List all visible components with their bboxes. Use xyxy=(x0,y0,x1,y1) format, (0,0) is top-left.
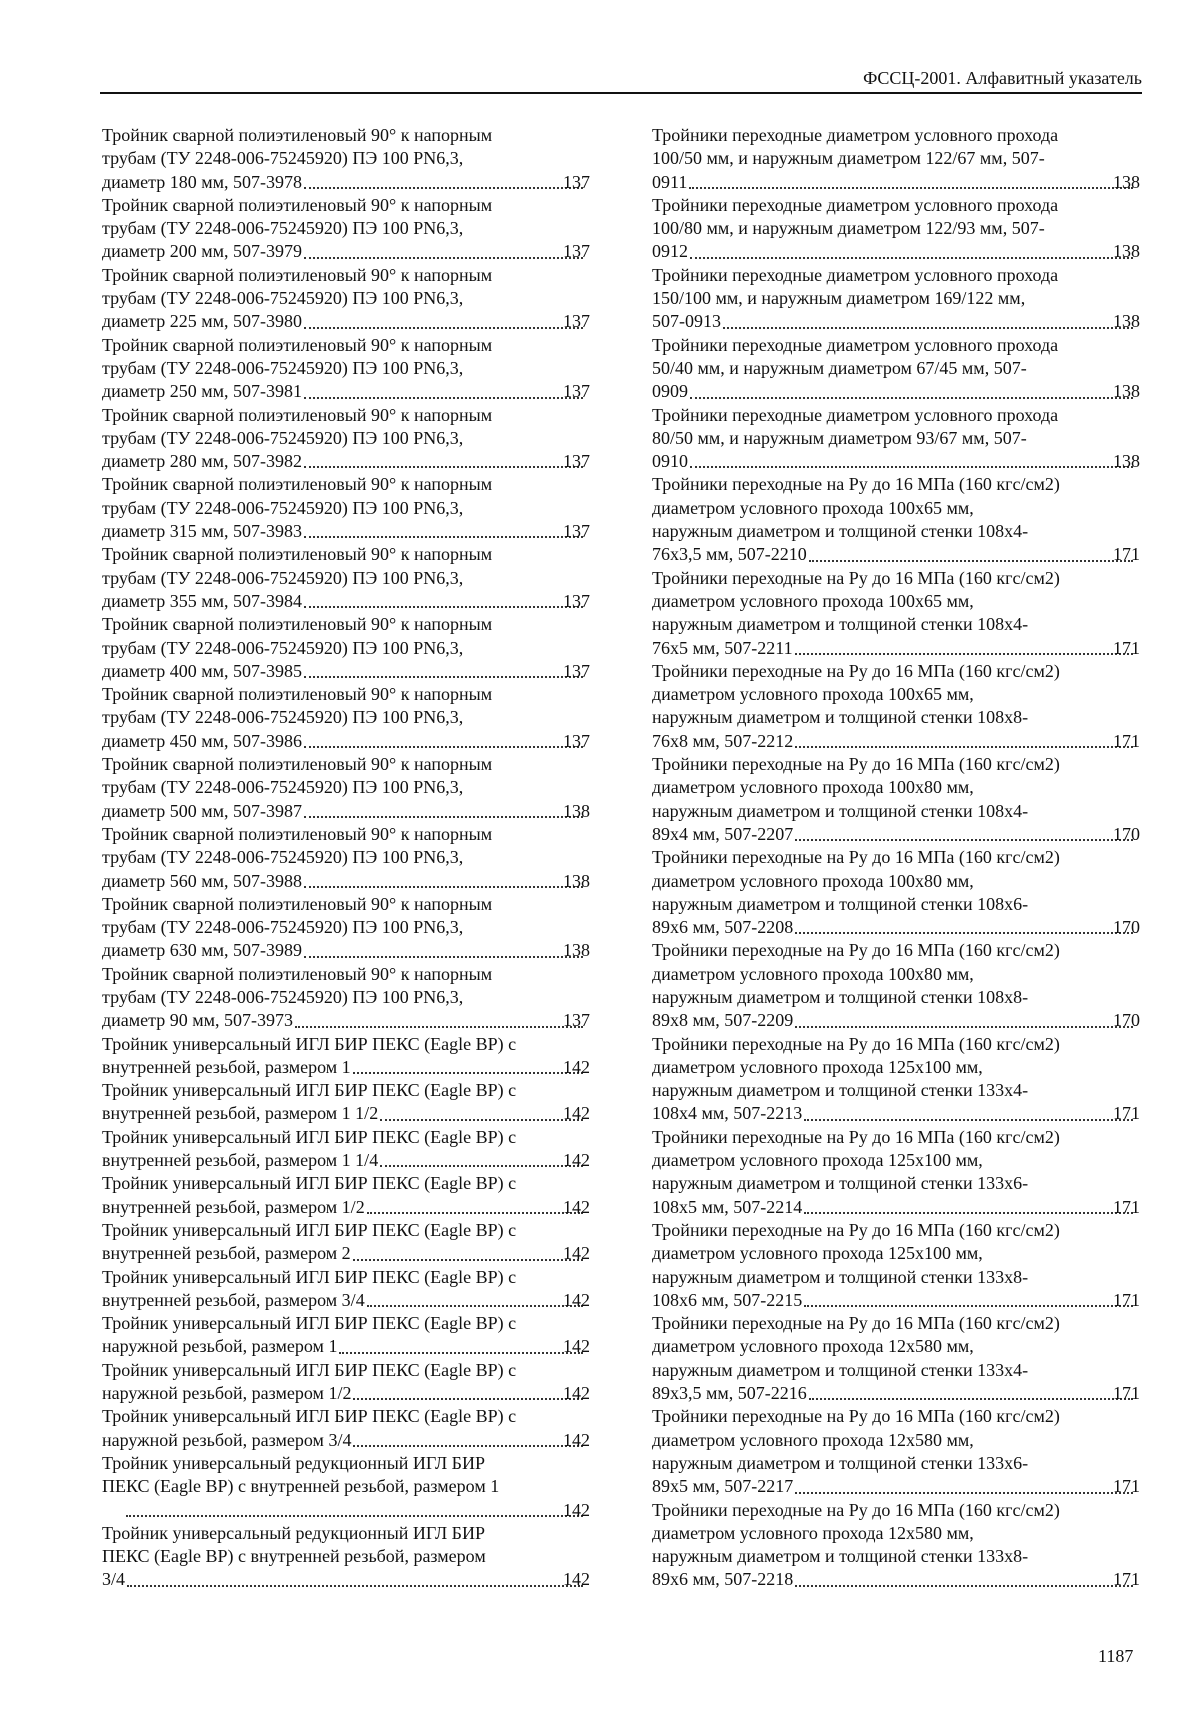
entry-line: Тройник универсальный ИГЛ БИР ПЕКС (Eagle BP) с xyxy=(102,1266,517,1287)
entry-last-line xyxy=(652,637,1140,660)
entry-reference: 0911 xyxy=(652,171,688,192)
dot-leader xyxy=(809,1398,1133,1400)
entry-line: наружным диаметром и толщиной стенки 108х4- xyxy=(652,800,1029,821)
entry-page-number: 142 xyxy=(563,1499,590,1520)
entry-line: диаметром условного прохода 125х100 мм, xyxy=(652,1150,983,1171)
entry-line: Тройник сварной полиэтиленовый 90° к напорным xyxy=(102,544,493,565)
entry-last-line xyxy=(102,1335,590,1358)
entry-last-line xyxy=(652,380,1140,403)
entry-page-number: 170 xyxy=(1113,1010,1140,1031)
entry-reference: диаметр 450 мм, 507-3986 xyxy=(102,730,303,751)
index-entry xyxy=(102,543,590,613)
entry-reference: 0912 xyxy=(652,241,688,262)
index-entry xyxy=(102,1079,590,1126)
entry-page-number: 142 xyxy=(563,1383,590,1404)
index-entry xyxy=(102,1312,590,1359)
entry-reference: диаметр 225 мм, 507-3980 xyxy=(102,311,303,332)
entry-page-number: 171 xyxy=(1113,1289,1140,1310)
entry-last-line xyxy=(102,1102,590,1125)
index-entry xyxy=(102,1359,590,1406)
entry-reference: диаметр 90 мм, 507-3973 xyxy=(102,1010,294,1031)
entry-line: трубам (ТУ 2248-006-75245920) ПЭ 100 PN6,3, xyxy=(102,567,464,588)
entry-line: диаметром условного прохода 100х80 мм, xyxy=(652,963,974,984)
entry-page-number: 171 xyxy=(1113,544,1140,565)
entry-reference: наружной резьбой, размером 1 xyxy=(102,1336,338,1357)
dot-leader xyxy=(690,257,1133,259)
entry-line: Тройник сварной полиэтиленовый 90° к напорным xyxy=(102,474,493,495)
index-entry xyxy=(102,1405,590,1452)
index-entry xyxy=(102,124,590,194)
entry-line: трубам (ТУ 2248-006-75245920) ПЭ 100 PN6,3, xyxy=(102,288,464,309)
dot-leader xyxy=(353,1259,583,1261)
entry-page-number: 138 xyxy=(1113,241,1140,262)
entry-line: Тройник универсальный ИГЛ БИР ПЕКС (Eagle BP) с xyxy=(102,1033,517,1054)
entry-line: Тройники переходные на Ру до 16 МПа (160 кгс/см2) xyxy=(652,1406,1060,1427)
entry-page-number: 171 xyxy=(1113,730,1140,751)
dot-leader xyxy=(689,187,1133,189)
entry-line: Тройник сварной полиэтиленовый 90° к напорным xyxy=(102,684,493,705)
entry-reference: 89х5 мм, 507-2217 xyxy=(652,1476,794,1497)
dot-leader xyxy=(795,1492,1133,1494)
index-entry xyxy=(652,1219,1140,1312)
entry-line: ПЕКС (Eagle BP) с внутренней резьбой, размером xyxy=(102,1546,486,1567)
index-entry xyxy=(102,1033,590,1080)
entry-last-line xyxy=(102,1242,590,1265)
index-entry xyxy=(102,1219,590,1266)
index-entry xyxy=(652,334,1140,404)
entry-page-number: 137 xyxy=(563,241,590,262)
index-entry xyxy=(102,1266,590,1313)
dot-leader xyxy=(353,1445,583,1447)
entry-line: наружным диаметром и толщиной стенки 133х4- xyxy=(652,1080,1029,1101)
entry-page-number: 170 xyxy=(1113,917,1140,938)
entry-line: Тройник универсальный ИГЛ БИР ПЕКС (Eagle BP) с xyxy=(102,1359,517,1380)
dot-leader xyxy=(809,560,1133,562)
entry-line: Тройники переходные диаметром условного прохода xyxy=(652,404,1059,425)
entry-line: трубам (ТУ 2248-006-75245920) ПЭ 100 PN6,3, xyxy=(102,357,464,378)
index-entry xyxy=(652,846,1140,939)
entry-page-number: 137 xyxy=(563,660,590,681)
dot-leader xyxy=(380,1165,583,1167)
entry-reference: 89х3,5 мм, 507-2216 xyxy=(652,1383,807,1404)
entry-page-number: 137 xyxy=(563,1010,590,1031)
entry-line: Тройники переходные на Ру до 16 МПа (160 кгс/см2) xyxy=(652,847,1060,868)
entry-line: Тройник универсальный ИГЛ БИР ПЕКС (Eagle BP) с xyxy=(102,1313,517,1334)
entry-reference: внутренней резьбой, размером 3/4 xyxy=(102,1289,365,1310)
dot-leader xyxy=(690,397,1133,399)
entry-last-line xyxy=(102,171,590,194)
entry-last-line xyxy=(102,660,590,683)
entry-page-number: 142 xyxy=(563,1429,590,1450)
entry-last-line xyxy=(124,1499,590,1522)
entry-line: трубам (ТУ 2248-006-75245920) ПЭ 100 PN6,3, xyxy=(102,637,464,658)
dot-leader xyxy=(367,1212,583,1214)
entry-last-line xyxy=(652,1568,1140,1591)
entry-reference: 76х8 мм, 507-2212 xyxy=(652,730,794,751)
entry-last-line xyxy=(102,1196,590,1219)
entry-page-number: 137 xyxy=(563,311,590,332)
entry-line: трубам (ТУ 2248-006-75245920) ПЭ 100 PN6,3, xyxy=(102,497,464,518)
entry-last-line xyxy=(652,823,1140,846)
entry-page-number: 171 xyxy=(1113,1476,1140,1497)
entry-line: Тройники переходные на Ру до 16 МПа (160 кгс/см2) xyxy=(652,567,1060,588)
entry-last-line xyxy=(652,1196,1140,1219)
entry-page-number: 138 xyxy=(1113,451,1140,472)
dot-leader xyxy=(795,932,1133,934)
entry-line: Тройник сварной полиэтиленовый 90° к напорным xyxy=(102,125,493,145)
page-number: 1187 xyxy=(1098,1646,1134,1666)
entry-line: Тройник сварной полиэтиленовый 90° к напорным xyxy=(102,893,493,914)
entry-page-number: 142 xyxy=(563,1150,590,1171)
entry-reference: внутренней резьбой, размером 1/2 xyxy=(102,1196,365,1217)
entry-reference: 76х3,5 мм, 507-2210 xyxy=(652,544,807,565)
entry-last-line xyxy=(102,450,590,473)
dot-leader xyxy=(795,1026,1133,1028)
entry-page-number: 171 xyxy=(1113,1569,1140,1590)
entry-reference: диаметр 200 мм, 507-3979 xyxy=(102,241,303,262)
entry-line: Тройник сварной полиэтиленовый 90° к напорным xyxy=(102,823,493,844)
entry-line: Тройники переходные диаметром условного прохода xyxy=(652,334,1059,355)
entry-page-number: 171 xyxy=(1113,1196,1140,1217)
index-entry xyxy=(652,1405,1140,1498)
dot-leader xyxy=(304,327,583,329)
entry-reference: наружной резьбой, размером 3/4 xyxy=(102,1429,352,1450)
entry-last-line xyxy=(652,450,1140,473)
entry-line: наружным диаметром и толщиной стенки 133х6- xyxy=(652,1173,1029,1194)
entry-last-line xyxy=(102,1429,590,1452)
entry-last-line xyxy=(102,380,590,403)
index-entry xyxy=(652,567,1140,660)
entry-line: диаметром условного прохода 125х100 мм, xyxy=(652,1056,983,1077)
index-entry xyxy=(102,1522,590,1592)
entry-reference: внутренней резьбой, размером 1 1/2 xyxy=(102,1103,379,1124)
index-entry xyxy=(102,473,590,543)
index-entry xyxy=(652,194,1140,264)
entry-line: 150/100 мм, и наружным диаметром 169/122 мм, xyxy=(652,288,1026,309)
entry-last-line xyxy=(652,730,1140,753)
entry-reference: диаметр 180 мм, 507-3978 xyxy=(102,171,303,192)
dot-leader xyxy=(304,257,583,259)
entry-reference: 0910 xyxy=(652,451,688,472)
entry-line: наружным диаметром и толщиной стенки 108х8- xyxy=(652,986,1029,1007)
index-entry xyxy=(102,753,590,823)
entry-last-line xyxy=(102,730,590,753)
entry-reference: 76х5 мм, 507-2211 xyxy=(652,637,793,658)
entry-line: диаметром условного прохода 100х65 мм, xyxy=(652,684,974,705)
entry-line: Тройник универсальный ИГЛ БИР ПЕКС (Eagle BP) с xyxy=(102,1219,517,1240)
dot-leader xyxy=(795,653,1133,655)
index-entry xyxy=(102,893,590,963)
dot-leader xyxy=(804,1119,1133,1121)
entry-page-number: 138 xyxy=(563,800,590,821)
index-entry xyxy=(652,1499,1140,1592)
entry-page-number: 171 xyxy=(1113,1103,1140,1124)
entry-line: Тройник универсальный ИГЛ БИР ПЕКС (Eagle BP) с xyxy=(102,1173,517,1194)
index-entry xyxy=(652,1312,1140,1405)
entry-line: Тройники переходные на Ру до 16 МПа (160 кгс/см2) xyxy=(652,940,1060,961)
entry-line: трубам (ТУ 2248-006-75245920) ПЭ 100 PN6,3, xyxy=(102,917,464,938)
entry-last-line xyxy=(652,1289,1140,1312)
entry-last-line xyxy=(652,240,1140,263)
index-entry xyxy=(652,404,1140,474)
dot-leader xyxy=(690,466,1133,468)
entry-line: Тройник сварной полиэтиленовый 90° к напорным xyxy=(102,264,493,285)
entry-page-number: 171 xyxy=(1113,1383,1140,1404)
entry-line: наружным диаметром и толщиной стенки 108х4- xyxy=(652,614,1029,635)
index-entry xyxy=(102,1172,590,1219)
entry-line: наружным диаметром и толщиной стенки 108х6- xyxy=(652,893,1029,914)
entry-reference: 89х4 мм, 507-2207 xyxy=(652,823,794,844)
dot-leader xyxy=(367,1305,583,1307)
entry-last-line xyxy=(652,310,1140,333)
dot-leader xyxy=(127,1585,583,1587)
dot-leader xyxy=(304,816,583,818)
entry-reference: диаметр 630 мм, 507-3989 xyxy=(102,940,303,961)
entry-page-number: 138 xyxy=(1113,381,1140,402)
entry-line: Тройник универсальный ИГЛ БИР ПЕКС (Eagle BP) с xyxy=(102,1126,517,1147)
dot-leader xyxy=(304,606,583,608)
entry-reference: диаметр 280 мм, 507-3982 xyxy=(102,451,303,472)
entry-line: Тройник сварной полиэтиленовый 90° к напорным xyxy=(102,404,493,425)
index-entry xyxy=(102,194,590,264)
entry-line: 50/40 мм, и наружным диаметром 67/45 мм, 507- xyxy=(652,357,1027,378)
entry-line: Тройник сварной полиэтиленовый 90° к напорным xyxy=(102,963,493,984)
entry-line: Тройник сварной полиэтиленовый 90° к напорным xyxy=(102,754,493,775)
entry-reference: диаметр 355 мм, 507-3984 xyxy=(102,590,303,611)
dot-leader xyxy=(339,1352,583,1354)
entry-line: Тройники переходные на Ру до 16 МПа (160 кгс/см2) xyxy=(652,474,1060,495)
entry-line: трубам (ТУ 2248-006-75245920) ПЭ 100 PN6,3, xyxy=(102,707,464,728)
entry-page-number: 137 xyxy=(563,590,590,611)
index-entry xyxy=(652,473,1140,566)
entry-line: 80/50 мм, и наружным диаметром 93/67 мм, 507- xyxy=(652,427,1027,448)
dot-leader xyxy=(795,746,1133,748)
dot-leader xyxy=(304,886,583,888)
index-entry xyxy=(102,264,590,334)
entry-line: трубам (ТУ 2248-006-75245920) ПЭ 100 PN6,3, xyxy=(102,777,464,798)
index-entry xyxy=(102,334,590,404)
entry-page-number: 138 xyxy=(1113,171,1140,192)
entry-line: диаметром условного прохода 125х100 мм, xyxy=(652,1243,983,1264)
entry-line: диаметром условного прохода 100х65 мм, xyxy=(652,497,974,518)
entry-page-number: 142 xyxy=(563,1336,590,1357)
entry-last-line xyxy=(652,1382,1140,1405)
entry-line: трубам (ТУ 2248-006-75245920) ПЭ 100 PN6,3, xyxy=(102,148,464,169)
entry-line: наружным диаметром и толщиной стенки 133х6- xyxy=(652,1452,1029,1473)
entry-reference: 108х5 мм, 507-2214 xyxy=(652,1196,803,1217)
entry-reference: внутренней резьбой, размером 2 xyxy=(102,1243,351,1264)
entry-line: 100/80 мм, и наружным диаметром 122/93 мм, 507- xyxy=(652,218,1045,239)
dot-leader xyxy=(304,536,583,538)
entry-page-number: 137 xyxy=(563,381,590,402)
entry-reference: 108х6 мм, 507-2215 xyxy=(652,1289,803,1310)
entry-reference: диаметр 560 мм, 507-3988 xyxy=(102,870,303,891)
entry-line: 100/50 мм, и наружным диаметром 122/67 мм, 507- xyxy=(652,148,1045,169)
entry-line: диаметром условного прохода 100х80 мм, xyxy=(652,870,974,891)
entry-page-number: 142 xyxy=(563,1289,590,1310)
entry-line: Тройники переходные на Ру до 16 МПа (160 кгс/см2) xyxy=(652,1499,1060,1520)
entry-last-line xyxy=(652,1102,1140,1125)
index-entry xyxy=(652,753,1140,846)
header-title: ФССЦ-2001. Алфавитный указатель xyxy=(863,68,1142,88)
entry-line: Тройник сварной полиэтиленовый 90° к напорным xyxy=(102,194,493,215)
index-entry xyxy=(102,613,590,683)
entry-line: Тройники переходные на Ру до 16 МПа (160 кгс/см2) xyxy=(652,754,1060,775)
index-column-right xyxy=(652,124,1140,1592)
entry-last-line xyxy=(102,1568,590,1591)
dot-leader xyxy=(304,397,583,399)
entry-line: трубам (ТУ 2248-006-75245920) ПЭ 100 PN6,3, xyxy=(102,986,464,1007)
entry-line: наружным диаметром и толщиной стенки 108х8- xyxy=(652,707,1029,728)
entry-line: Тройник универсальный редукционный ИГЛ БИР xyxy=(102,1522,486,1543)
entry-last-line xyxy=(102,520,590,543)
entry-page-number: 137 xyxy=(563,730,590,751)
index-column-left xyxy=(102,124,590,1592)
entry-page-number: 137 xyxy=(563,521,590,542)
dot-leader xyxy=(304,466,583,468)
entry-page-number: 170 xyxy=(1113,823,1140,844)
entry-line: наружным диаметром и толщиной стенки 108х4- xyxy=(652,521,1029,542)
index-entry xyxy=(652,264,1140,334)
entry-reference: диаметр 400 мм, 507-3985 xyxy=(102,660,303,681)
dot-leader xyxy=(804,1305,1133,1307)
entry-last-line xyxy=(102,800,590,823)
entry-line: Тройники переходные на Ру до 16 МПа (160 кгс/см2) xyxy=(652,1033,1060,1054)
entry-reference: 89х6 мм, 507-2208 xyxy=(652,917,794,938)
entry-page-number: 142 xyxy=(563,1243,590,1264)
entry-last-line xyxy=(652,916,1140,939)
index-entry xyxy=(102,1126,590,1173)
entry-page-number: 137 xyxy=(563,451,590,472)
entry-line: Тройники переходные на Ру до 16 МПа (160 кгс/см2) xyxy=(652,1126,1060,1147)
index-entry xyxy=(652,660,1140,753)
entry-last-line xyxy=(652,543,1140,566)
entry-line: Тройники переходные диаметром условного прохода xyxy=(652,264,1059,285)
entry-last-line xyxy=(102,240,590,263)
entry-line: диаметром условного прохода 100х80 мм, xyxy=(652,777,974,798)
entry-reference: 507-0913 xyxy=(652,311,721,332)
entry-reference: диаметр 500 мм, 507-3987 xyxy=(102,800,303,821)
entry-reference: 0909 xyxy=(652,381,688,402)
entry-line: Тройники переходные на Ру до 16 МПа (160 кгс/см2) xyxy=(652,1313,1060,1334)
entry-reference: наружной резьбой, размером 1/2 xyxy=(102,1383,352,1404)
entry-line: Тройник универсальный ИГЛ БИР ПЕКС (Eagle BP) с xyxy=(102,1406,517,1427)
dot-leader xyxy=(795,839,1133,841)
dot-leader xyxy=(380,1119,583,1121)
entry-last-line xyxy=(102,1056,590,1079)
index-entry xyxy=(652,1126,1140,1219)
entry-reference: диаметр 250 мм, 507-3981 xyxy=(102,381,303,402)
index-entry xyxy=(652,1033,1140,1126)
dot-leader xyxy=(353,1072,583,1074)
entry-last-line xyxy=(652,1009,1140,1032)
index-entry xyxy=(652,939,1140,1032)
dot-leader xyxy=(295,1026,583,1028)
dot-leader xyxy=(795,1585,1133,1587)
entry-line: Тройник универсальный редукционный ИГЛ БИР xyxy=(102,1452,486,1473)
entry-line: ПЕКС (Eagle BP) с внутренней резьбой, размером 1 xyxy=(102,1476,500,1497)
entry-line: Тройник сварной полиэтиленовый 90° к напорным xyxy=(102,614,493,635)
dot-leader xyxy=(304,676,583,678)
entry-reference: 89х6 мм, 507-2218 xyxy=(652,1569,794,1590)
dot-leader xyxy=(304,187,583,189)
entry-last-line xyxy=(102,310,590,333)
entry-line: Тройник универсальный ИГЛ БИР ПЕКС (Eagle BP) с xyxy=(102,1080,517,1101)
entry-page-number: 142 xyxy=(563,1569,590,1590)
entry-page-number: 138 xyxy=(1113,311,1140,332)
dot-leader xyxy=(723,327,1133,329)
entry-page-number: 171 xyxy=(1113,637,1140,658)
entry-page-number: 137 xyxy=(563,171,590,192)
entry-line: диаметром условного прохода 12х580 мм, xyxy=(652,1522,974,1543)
entry-last-line xyxy=(102,1289,590,1312)
entry-line: трубам (ТУ 2248-006-75245920) ПЭ 100 PN6,3, xyxy=(102,847,464,868)
entry-last-line xyxy=(102,1149,590,1172)
entry-line: Тройники переходные на Ру до 16 МПа (160 кгс/см2) xyxy=(652,660,1060,681)
entry-line: Тройники переходные диаметром условного прохода xyxy=(652,125,1059,145)
dot-leader xyxy=(304,956,583,958)
index-entry xyxy=(652,124,1140,194)
index-entry xyxy=(102,823,590,893)
entry-line: диаметром условного прохода 12х580 мм, xyxy=(652,1336,974,1357)
entry-line: наружным диаметром и толщиной стенки 133х8- xyxy=(652,1266,1029,1287)
entry-last-line xyxy=(102,1382,590,1405)
entry-last-line xyxy=(652,171,1140,194)
entry-reference: внутренней резьбой, размером 1 1/4 xyxy=(102,1150,379,1171)
entry-line: диаметром условного прохода 12х580 мм, xyxy=(652,1429,974,1450)
entry-last-line xyxy=(102,1009,590,1032)
entry-line: наружным диаметром и толщиной стенки 133х8- xyxy=(652,1546,1029,1567)
entry-line: Тройники переходные на Ру до 16 МПа (160 кгс/см2) xyxy=(652,1219,1060,1240)
entry-line: наружным диаметром и толщиной стенки 133х4- xyxy=(652,1359,1029,1380)
entry-line: трубам (ТУ 2248-006-75245920) ПЭ 100 PN6,3, xyxy=(102,218,464,239)
page-header xyxy=(100,64,1142,94)
entry-last-line xyxy=(102,870,590,893)
entry-reference: 3/4 xyxy=(102,1569,126,1590)
dot-leader xyxy=(126,1515,583,1517)
dot-leader xyxy=(804,1212,1133,1214)
entry-last-line xyxy=(102,939,590,962)
entry-page-number: 142 xyxy=(563,1103,590,1124)
entry-page-number: 142 xyxy=(563,1056,590,1077)
entry-reference: внутренней резьбой, размером 1 xyxy=(102,1056,351,1077)
entry-last-line xyxy=(652,1475,1140,1498)
entry-reference: 89х8 мм, 507-2209 xyxy=(652,1010,794,1031)
dot-leader xyxy=(353,1398,583,1400)
entry-line: Тройники переходные диаметром условного прохода xyxy=(652,194,1059,215)
dot-leader xyxy=(304,746,583,748)
entry-page-number: 142 xyxy=(563,1196,590,1217)
entry-line: трубам (ТУ 2248-006-75245920) ПЭ 100 PN6,3, xyxy=(102,427,464,448)
entry-line: диаметром условного прохода 100х65 мм, xyxy=(652,590,974,611)
entry-line: Тройник сварной полиэтиленовый 90° к напорным xyxy=(102,334,493,355)
entry-reference: диаметр 315 мм, 507-3983 xyxy=(102,521,303,542)
index-entry xyxy=(102,404,590,474)
entry-reference: 108х4 мм, 507-2213 xyxy=(652,1103,803,1124)
index-entry xyxy=(102,1452,590,1522)
index-entry xyxy=(102,963,590,1033)
entry-page-number: 138 xyxy=(563,940,590,961)
index-entry xyxy=(102,683,590,753)
entry-page-number: 138 xyxy=(563,870,590,891)
entry-last-line xyxy=(102,590,590,613)
